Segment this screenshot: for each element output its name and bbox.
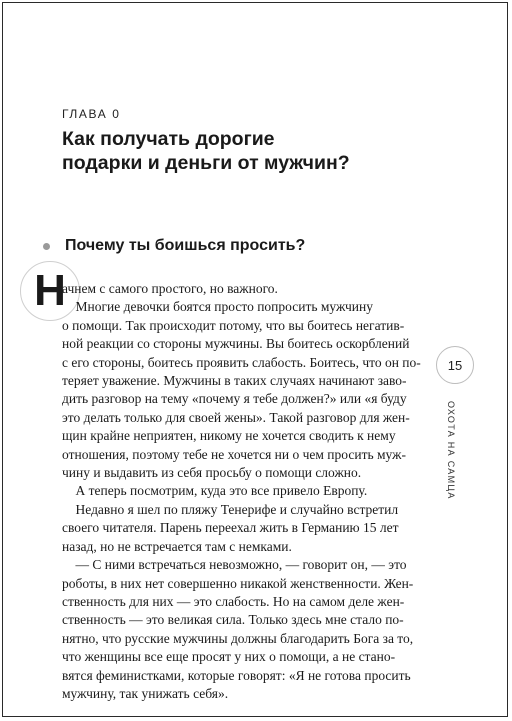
book-page (2, 2, 508, 717)
body-line: с его стороны, боитесь проявить слабость. Боитесь, что он по- (62, 354, 421, 370)
bullet-dot-icon (43, 243, 50, 250)
body-line: — С ними встречаться невозможно, — говорит он, — это (62, 557, 407, 573)
body-line: дить разговор на тему «почему я тебе должен?» или «я буду (62, 391, 407, 407)
chapter-title-line-2: подарки и деньги от мужчин? (62, 152, 350, 174)
chapter-label: ГЛАВА 0 (62, 107, 121, 121)
body-line: вятся феминистками, которые говорят: «Я не готова просить (62, 667, 411, 683)
section-heading (43, 237, 305, 255)
body-line: теряет уважение. Мужчины в таких случаях начинают заво- (62, 373, 407, 389)
body-line: чину и выдавить из себя просьбу о помощи сложно. (62, 465, 362, 481)
body-line: щин крайне неприятен, никому не хочется сводить к нему (62, 428, 396, 444)
body-line: нятно, что русские мужчины должны благодарить Бога за то, (62, 630, 414, 646)
page-number: 15 (436, 346, 474, 384)
body-line: своего читателя. Парень переехал жить в Германию 15 лет (62, 520, 399, 536)
body-line: ной реакции со стороны мужчины. Вы боитесь оскорблений (62, 336, 410, 352)
section-heading-text: Почему ты боишься просить? (65, 237, 306, 254)
body-line: ственность для них — это слабость. Но на самом деле жен- (62, 593, 405, 609)
body-line: роботы, в них нет совершенно никакой женственности. Жен- (62, 575, 414, 591)
body-line: мужчину, так унижать себя». (62, 685, 229, 701)
body-text (62, 280, 425, 703)
body-line: А теперь посмотрим, куда это все привело Европу. (62, 483, 368, 499)
body-line: о помощи. Так происходит потому, что вы боитесь негатив- (62, 317, 405, 333)
body-line: Многие девочки боятся просто попросить мужчину (62, 299, 373, 315)
body-line: ачнем с самого простого, но важного. (62, 281, 278, 296)
chapter-title-line-1: Как получать дорогие (62, 128, 275, 150)
running-title: ОХОТА НА САМЦА (446, 401, 456, 500)
body-line: что женщины все еще просят у них о помощи, а не стано- (62, 649, 396, 665)
body-line: отношения, поэтому тебе не хочется ни о чем просить муж- (62, 446, 406, 462)
body-line: ственность — это великая сила. Только здесь мне стало по- (62, 612, 404, 628)
body-line: это делать только для своей жены». Такой разговор для жен- (62, 409, 410, 425)
chapter-title (62, 127, 392, 175)
body-line: назад, но не встречается там с немками. (62, 538, 292, 554)
body-line: Недавно я шел по пляжу Тенерифе и случайно встретил (62, 501, 399, 517)
drop-cap: Н (20, 261, 80, 321)
